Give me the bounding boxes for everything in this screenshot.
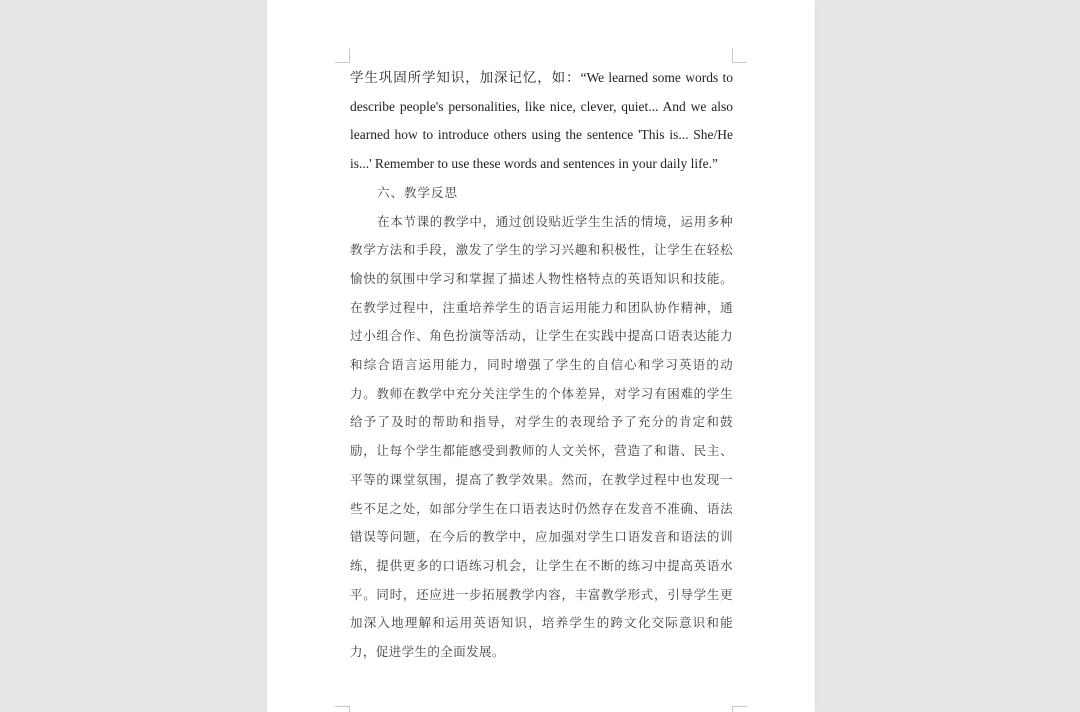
margin-corner-bottom-left <box>335 706 350 712</box>
margin-corner-top-left <box>335 48 350 63</box>
margin-corner-top-right <box>732 48 747 63</box>
document-page[interactable] <box>267 0 815 712</box>
continuation-paragraph[interactable]: 学生巩固所学知识，加深记忆，如：“We learned some words to describe people's personalities, like nice, clever, quiet... And we also learned how to introduce others using the sentence 'This is... She/He is...' Remember to use these words and sentences in your daily life.” <box>350 70 733 172</box>
document-body[interactable] <box>350 64 733 667</box>
reflection-paragraph[interactable]: 在本节课的教学中，通过创设贴近学生生活的情境，运用多种教学方法和手段，激发了学生的学习兴趣和积极性，让学生在轻松愉快的氛围中学习和掌握了描述人物性格特点的英语知识和技能。在教学过程中，注重培养学生的语言运用能力和团队协作精神，通过小组合作、角色扮演等活动，让学生在实践中提高口语表达能力和综合语言运用能力，同时增强了学生的自信心和学习英语的动力。教师在教学中充分关注学生的个体差异，对学习有困难的学生给予了及时的帮助和指导，对学生的表现给予了充分的肯定和鼓励，让每个学生都能感受到教师的人文关怀，营造了和谐、民主、平等的课堂氛围，提高了教学效果。然而，在教学过程中也发现一些不足之处，如部分学生在口语表达时仍然存在发音不准确、语法错误等问题，在今后的教学中，应加强对学生口语发音和语法的训练，提供更多的口语练习机会，让学生在不断的练习中提高英语水平。同时，还应进一步拓展教学内容，丰富教学形式，引导学生更加深入地理解和运用英语知识，培养学生的跨文化交际意识和能力，促进学生的全面发展。 <box>350 213 733 660</box>
section-heading[interactable]: 六、教学反思 <box>377 184 459 200</box>
margin-corner-bottom-right <box>732 706 747 712</box>
